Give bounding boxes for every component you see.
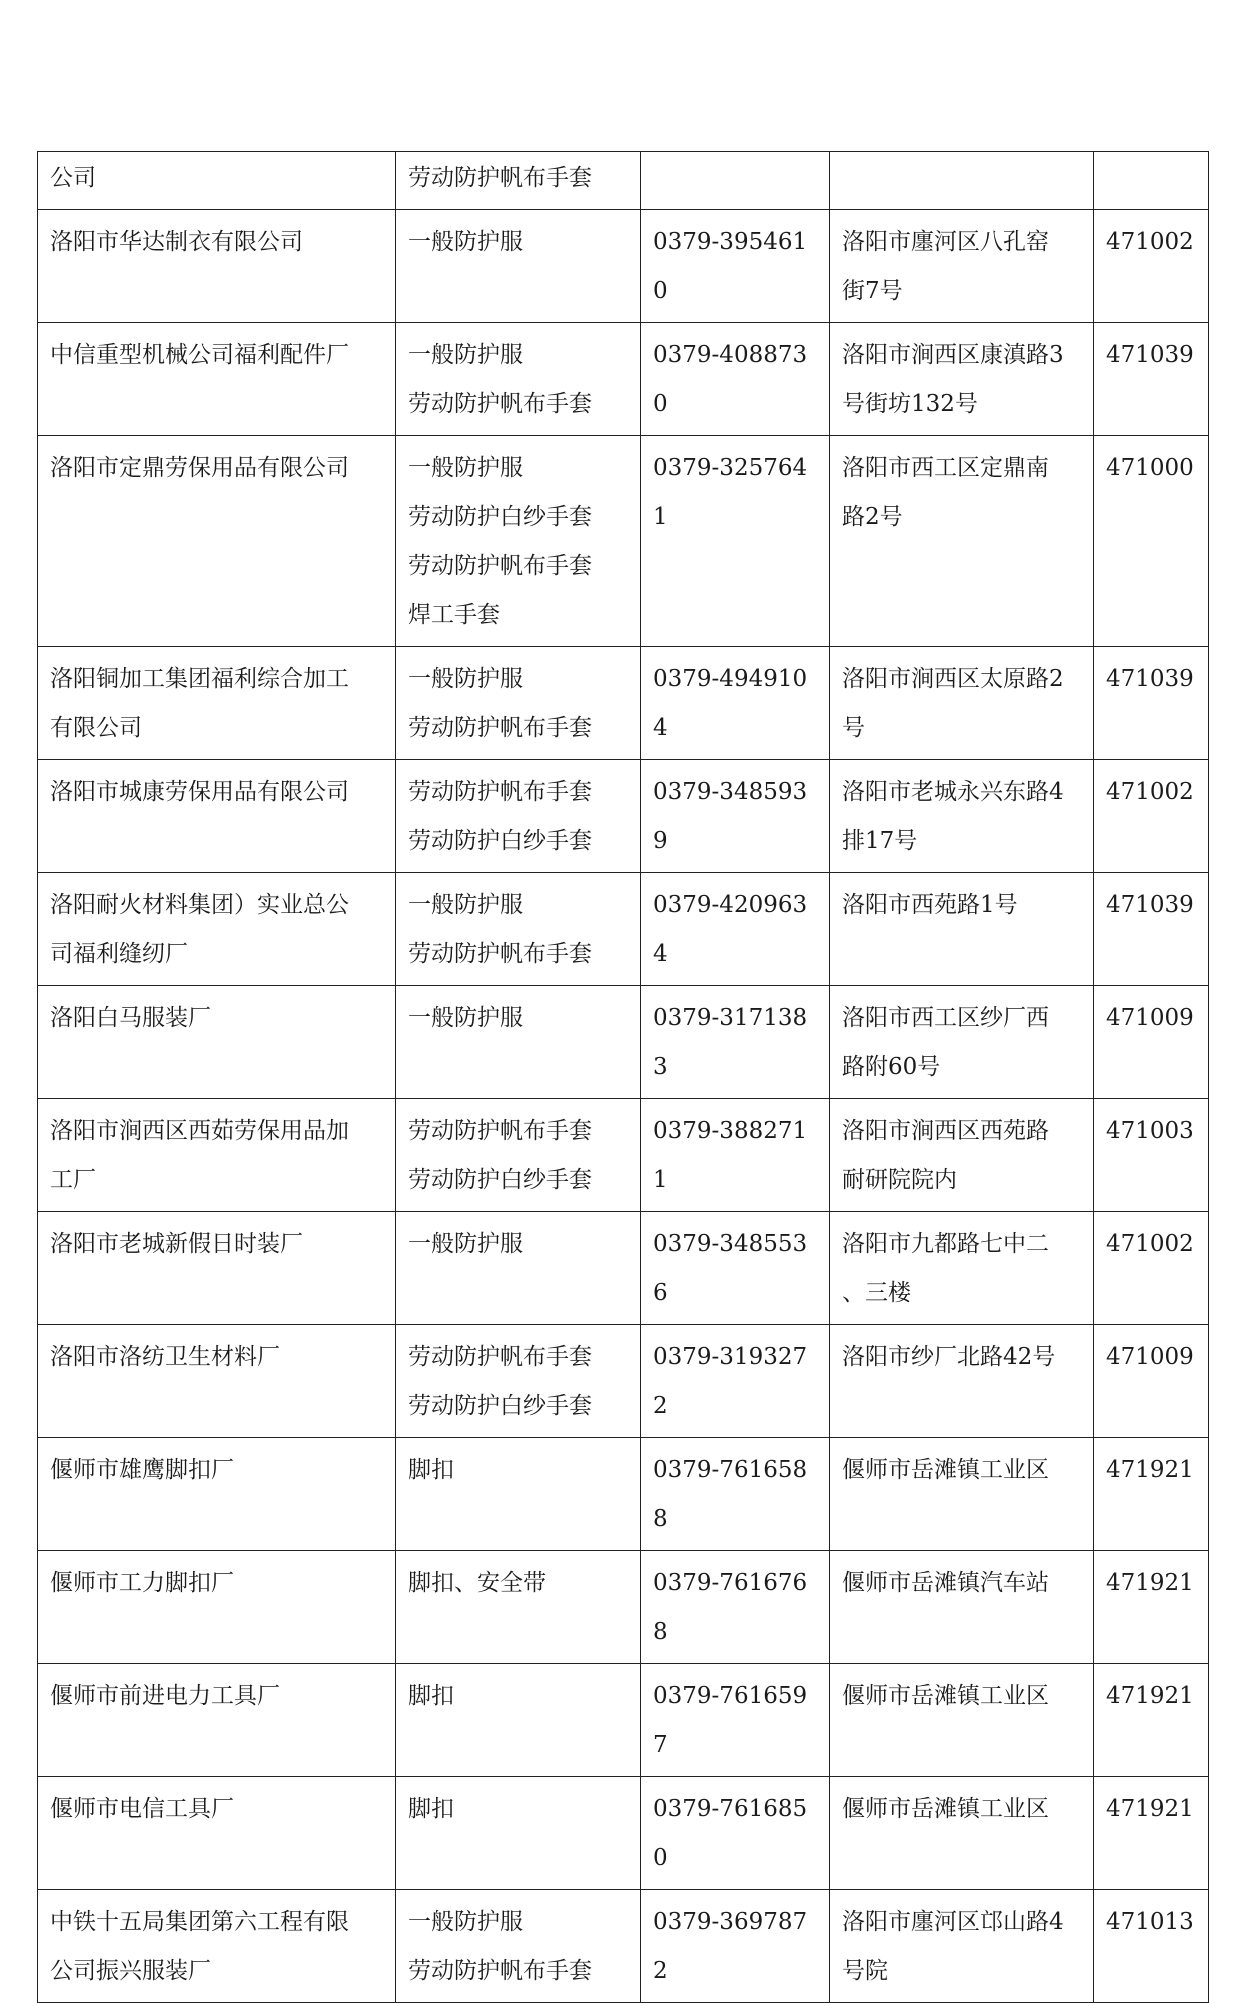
phone-cell: 0379-3485536	[641, 1212, 830, 1325]
postcode-cell: 471921	[1094, 1777, 1209, 1890]
company-cell: 偃师市前进电力工具厂	[38, 1664, 396, 1777]
company-cell: 中铁十五局集团第六工程有限 公司振兴服装厂	[38, 1890, 396, 2003]
product-cell: 劳动防护帆布手套 劳动防护白纱手套	[396, 1099, 641, 1212]
company-cell: 洛阳耐火材料集团）实业总公 司福利缝纫厂	[38, 873, 396, 986]
postcode-cell: 471039	[1094, 323, 1209, 436]
phone-cell: 0379-7616597	[641, 1664, 830, 1777]
address-cell: 洛阳市廛河区邙山路4 号院	[830, 1890, 1094, 2003]
product-cell: 脚扣	[396, 1438, 641, 1551]
postcode-cell: 471921	[1094, 1438, 1209, 1551]
phone-cell: 0379-4088730	[641, 323, 830, 436]
postcode-cell: 471002	[1094, 210, 1209, 323]
phone-cell: 0379-3171383	[641, 986, 830, 1099]
product-cell: 脚扣、安全带	[396, 1551, 641, 1664]
table-row	[38, 1551, 1209, 1664]
phone-cell: 0379-7616588	[641, 1438, 830, 1551]
postcode-cell: 471039	[1094, 873, 1209, 986]
supplier-table	[37, 151, 1209, 2003]
address-cell: 偃师市岳滩镇汽车站	[830, 1551, 1094, 1664]
table-row	[38, 210, 1209, 323]
address-cell: 洛阳市老城永兴东路4 排17号	[830, 760, 1094, 873]
product-cell: 脚扣	[396, 1664, 641, 1777]
postcode-cell: 471002	[1094, 1212, 1209, 1325]
table-row	[38, 1777, 1209, 1890]
address-cell: 洛阳市西苑路1号	[830, 873, 1094, 986]
phone-cell: 0379-3485939	[641, 760, 830, 873]
phone-cell: 0379-3954610	[641, 210, 830, 323]
postcode-cell: 471013	[1094, 1890, 1209, 2003]
company-cell: 公司	[38, 152, 396, 210]
product-cell: 一般防护服	[396, 986, 641, 1099]
phone-cell: 0379-4949104	[641, 647, 830, 760]
postcode-cell: 471039	[1094, 647, 1209, 760]
product-cell: 一般防护服	[396, 1212, 641, 1325]
table-row	[38, 323, 1209, 436]
table-row	[38, 1438, 1209, 1551]
company-cell: 偃师市工力脚扣厂	[38, 1551, 396, 1664]
table-row	[38, 873, 1209, 986]
address-cell: 洛阳市涧西区康滇路3 号街坊132号	[830, 323, 1094, 436]
company-cell: 洛阳市老城新假日时装厂	[38, 1212, 396, 1325]
phone-cell: 0379-3257641	[641, 436, 830, 647]
company-cell: 洛阳市洛纺卫生材料厂	[38, 1325, 396, 1438]
phone-cell: 0379-3882711	[641, 1099, 830, 1212]
company-cell: 洛阳市华达制衣有限公司	[38, 210, 396, 323]
postcode-cell: 471009	[1094, 986, 1209, 1099]
table-row	[38, 152, 1209, 210]
product-cell: 一般防护服 劳动防护帆布手套	[396, 647, 641, 760]
address-cell: 洛阳市九都路七中二 、三楼	[830, 1212, 1094, 1325]
address-cell: 偃师市岳滩镇工业区	[830, 1664, 1094, 1777]
company-cell: 洛阳白马服装厂	[38, 986, 396, 1099]
address-cell: 洛阳市西工区定鼎南 路2号	[830, 436, 1094, 647]
address-cell: 洛阳市涧西区西苑路 耐研院院内	[830, 1099, 1094, 1212]
table-row	[38, 1325, 1209, 1438]
address-cell: 偃师市岳滩镇工业区	[830, 1438, 1094, 1551]
table-row	[38, 1890, 1209, 2003]
address-cell: 洛阳市西工区纱厂西 路附60号	[830, 986, 1094, 1099]
company-cell: 洛阳市定鼎劳保用品有限公司	[38, 436, 396, 647]
product-cell: 一般防护服 劳动防护帆布手套	[396, 323, 641, 436]
table-row	[38, 1664, 1209, 1777]
phone-cell: 0379-7616850	[641, 1777, 830, 1890]
company-cell: 偃师市电信工具厂	[38, 1777, 396, 1890]
product-cell: 一般防护服 劳动防护帆布手套	[396, 1890, 641, 2003]
company-cell: 偃师市雄鹰脚扣厂	[38, 1438, 396, 1551]
table-body	[38, 152, 1209, 2003]
table-row	[38, 436, 1209, 647]
product-cell: 脚扣	[396, 1777, 641, 1890]
phone-cell: 0379-3193272	[641, 1325, 830, 1438]
postcode-cell: 471002	[1094, 760, 1209, 873]
company-cell: 洛阳市城康劳保用品有限公司	[38, 760, 396, 873]
postcode-cell: 471009	[1094, 1325, 1209, 1438]
phone-cell	[641, 152, 830, 210]
address-cell	[830, 152, 1094, 210]
phone-cell: 0379-7616768	[641, 1551, 830, 1664]
address-cell: 洛阳市涧西区太原路2 号	[830, 647, 1094, 760]
postcode-cell	[1094, 152, 1209, 210]
product-cell: 一般防护服	[396, 210, 641, 323]
postcode-cell: 471003	[1094, 1099, 1209, 1212]
table-row	[38, 1099, 1209, 1212]
table-row	[38, 647, 1209, 760]
product-cell: 一般防护服 劳动防护白纱手套 劳动防护帆布手套 焊工手套	[396, 436, 641, 647]
phone-cell: 0379-3697872	[641, 1890, 830, 2003]
address-cell: 洛阳市纱厂北路42号	[830, 1325, 1094, 1438]
address-cell: 偃师市岳滩镇工业区	[830, 1777, 1094, 1890]
phone-cell: 0379-4209634	[641, 873, 830, 986]
product-cell: 劳动防护帆布手套 劳动防护白纱手套	[396, 1325, 641, 1438]
table-row	[38, 986, 1209, 1099]
postcode-cell: 471921	[1094, 1551, 1209, 1664]
product-cell: 劳动防护帆布手套 劳动防护白纱手套	[396, 760, 641, 873]
company-cell: 中信重型机械公司福利配件厂	[38, 323, 396, 436]
postcode-cell: 471000	[1094, 436, 1209, 647]
product-cell: 一般防护服 劳动防护帆布手套	[396, 873, 641, 986]
address-cell: 洛阳市廛河区八孔窑 街7号	[830, 210, 1094, 323]
company-cell: 洛阳铜加工集团福利综合加工 有限公司	[38, 647, 396, 760]
table-row	[38, 760, 1209, 873]
product-cell: 劳动防护帆布手套	[396, 152, 641, 210]
company-cell: 洛阳市涧西区西茹劳保用品加 工厂	[38, 1099, 396, 1212]
postcode-cell: 471921	[1094, 1664, 1209, 1777]
table-row	[38, 1212, 1209, 1325]
